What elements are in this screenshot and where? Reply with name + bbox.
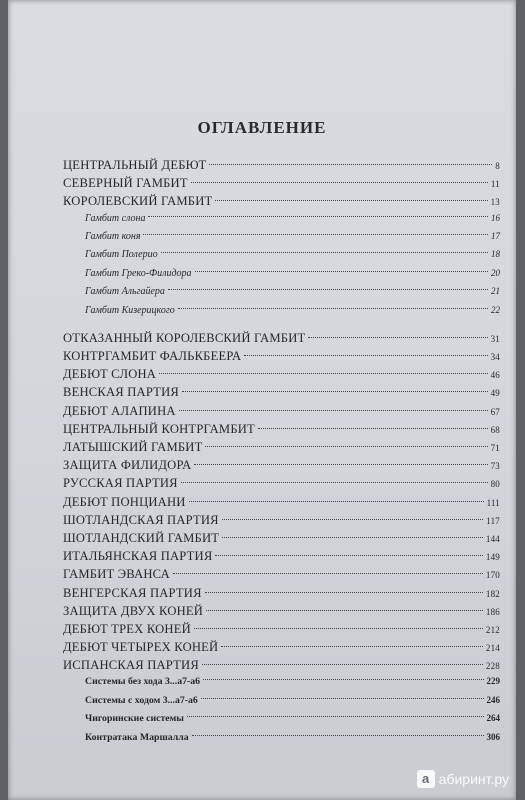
dot-leader [221, 646, 483, 647]
dot-leader [191, 182, 488, 183]
toc-entry-page-number: 49 [490, 388, 500, 399]
dot-leader [222, 519, 483, 520]
toc-entry-title: РУССКАЯ ПАРТИЯ [63, 476, 178, 491]
toc-entry[interactable] [63, 695, 500, 714]
toc-entry-title: СЕВЕРНЫЙ ГАМБИТ [63, 176, 188, 191]
toc-entry-title: Системы без хода 3...а7-а6 [85, 676, 201, 688]
dot-leader [244, 355, 487, 356]
toc-entry-page-number: 182 [485, 588, 500, 599]
toc-entry-title: ДЕБЮТ ЧЕТЫРЕХ КОНЕЙ [63, 640, 219, 655]
toc-entry[interactable] [63, 513, 500, 531]
toc-entry[interactable] [63, 640, 500, 658]
toc-entry-page-number: 21 [491, 286, 500, 297]
dot-leader [189, 501, 484, 502]
toc-entry-title: ЗАЩИТА ДВУХ КОНЕЙ [63, 603, 204, 618]
toc-entry-title: ВЕНСКАЯ ПАРТИЯ [63, 385, 179, 400]
toc-entry[interactable] [63, 676, 500, 695]
dot-leader [192, 735, 484, 736]
toc-entry-title: ИТАЛЬЯНСКАЯ ПАРТИЯ [63, 549, 213, 564]
dot-leader [179, 410, 488, 411]
toc-entry-page-number: 149 [485, 552, 500, 563]
dot-leader [195, 271, 488, 272]
toc-entry[interactable] [63, 458, 500, 476]
site-watermark [417, 770, 509, 788]
toc-entry-title: Гамбит Кизерицкого [85, 304, 175, 316]
toc-entry-title: ЦЕНТРАЛЬНЫЙ ДЕБЮТ [63, 158, 207, 172]
toc-entry[interactable] [63, 422, 500, 440]
toc-entry[interactable] [63, 531, 500, 549]
toc-entry-page-number: 306 [486, 731, 500, 742]
toc-entry[interactable] [63, 286, 500, 304]
dot-leader [161, 252, 488, 253]
toc-entry[interactable] [63, 586, 500, 604]
toc-entry[interactable] [63, 732, 500, 751]
dot-leader [143, 234, 488, 235]
toc-entry[interactable] [63, 495, 500, 513]
dot-leader [206, 610, 483, 611]
toc-entry-page-number: 117 [486, 515, 500, 526]
toc-entry-page-number: 67 [490, 406, 500, 417]
toc-entry[interactable] [63, 194, 500, 212]
toc-entry-page-number: 212 [485, 624, 500, 635]
dot-leader [168, 289, 488, 290]
book-page [8, 0, 516, 800]
toc-entry-title: ЦЕНТРАЛЬНЫЙ КОНТРГАМБИТ [63, 421, 255, 436]
toc-entry[interactable] [63, 622, 500, 640]
dot-leader [173, 573, 483, 574]
toc-entry-page-number: 228 [485, 661, 500, 672]
toc-entry-page-number: 73 [490, 461, 500, 472]
toc-entry[interactable] [63, 349, 500, 367]
page-title: ОГЛАВЛЕНИЕ [197, 118, 327, 137]
toc-entry-page-number: 186 [485, 606, 500, 617]
dot-leader [187, 716, 484, 717]
dot-leader [258, 428, 488, 429]
toc-entry-title: КОНТРГАМБИТ ФАЛЬКБЕЕРА [63, 349, 242, 364]
toc-entry-title: Гамбит слона [85, 212, 146, 224]
toc-entry-page-number: 46 [490, 370, 500, 381]
toc-entry-page-number: 170 [485, 570, 500, 581]
dot-leader [194, 464, 487, 465]
toc-entry-title: Чигоринские системы [85, 713, 184, 725]
toc-entry-title: Гамбит коня [85, 230, 141, 242]
toc-entry[interactable] [63, 231, 500, 249]
dot-leader [308, 337, 487, 338]
toc-entry-page-number: 68 [490, 424, 500, 435]
toc-entry-title: Гамбит Греко-Филидора [85, 267, 192, 279]
dot-leader [205, 446, 487, 447]
toc-entry-title: КОРОЛЕВСКИЙ ГАМБИТ [63, 194, 213, 209]
toc-entry-page-number: 246 [486, 694, 500, 705]
toc-entry[interactable] [63, 567, 500, 585]
toc-entry-title: ЛАТЫШСКИЙ ГАМБИТ [63, 440, 203, 455]
toc-entry-title: Системы с ходом 3...а7-а6 [85, 694, 198, 706]
toc-entry[interactable] [63, 385, 500, 403]
toc-entry-title: ГАМБИТ ЭВАНСА [63, 567, 170, 582]
toc-entry[interactable] [63, 367, 500, 385]
toc-entry[interactable] [63, 658, 500, 676]
toc-entry[interactable] [63, 158, 500, 176]
toc-entry-page-number: 111 [486, 497, 500, 508]
toc-entry[interactable] [63, 604, 500, 622]
dot-leader [215, 200, 487, 201]
toc-entry[interactable] [63, 549, 500, 567]
toc-entry-page-number: 144 [485, 533, 500, 544]
toc-entry-title: ШОТЛАНДСКИЙ ГАМБИТ [63, 530, 220, 545]
dot-leader [148, 216, 488, 217]
dot-leader [159, 373, 487, 374]
toc-entry-title: ЗАЩИТА ФИЛИДОРА [63, 458, 192, 473]
toc-entry-page-number: 17 [491, 230, 500, 241]
toc-entry-page-number: 8 [495, 161, 500, 171]
dot-leader [203, 679, 483, 680]
toc-entry-page-number: 264 [486, 713, 500, 724]
toc-entry[interactable] [63, 268, 500, 286]
toc-entry-title: ДЕБЮТ СЛОНА [63, 367, 157, 382]
toc-entry-page-number: 11 [490, 179, 500, 190]
dot-leader [201, 698, 484, 699]
toc-entry-title: Контратака Маршалла [85, 731, 189, 743]
dot-leader [209, 164, 492, 165]
toc-entry-title: ОТКАЗАННЫЙ КОРОЛЕВСКИЙ ГАМБИТ [63, 330, 306, 345]
toc-entry[interactable] [63, 305, 500, 323]
toc-entry-title: ВЕНГЕРСКАЯ ПАРТИЯ [63, 585, 202, 600]
toc-entry[interactable] [63, 331, 500, 349]
dot-leader [194, 628, 483, 629]
toc-entry-page-number: 22 [491, 304, 500, 315]
toc-entry[interactable] [63, 404, 500, 422]
table-of-contents [63, 158, 500, 750]
toc-entry[interactable] [63, 176, 500, 194]
toc-entry[interactable] [63, 476, 500, 494]
toc-entry-title: ДЕБЮТ АЛАПИНА [63, 403, 176, 418]
toc-entry-title: Гамбит Альгайера [85, 286, 165, 298]
dot-leader [182, 391, 488, 392]
toc-entry-page-number: 80 [490, 479, 500, 490]
dot-leader [222, 537, 483, 538]
dot-leader [205, 592, 483, 593]
dot-leader [215, 555, 482, 556]
toc-entry-title: ИСПАНСКАЯ ПАРТИЯ [63, 658, 199, 673]
dot-leader [178, 308, 488, 309]
toc-entry-page-number: 31 [490, 333, 500, 344]
toc-entry-page-number: 34 [490, 352, 500, 363]
toc-entry-page-number: 20 [491, 267, 500, 278]
toc-entry-page-number: 229 [486, 676, 500, 687]
toc-entry-title: Гамбит Полерио [85, 249, 158, 261]
toc-entry[interactable] [63, 713, 500, 732]
dot-leader [181, 482, 488, 483]
toc-entry[interactable] [63, 440, 500, 458]
toc-entry-page-number: 71 [490, 443, 500, 454]
toc-entry-page-number: 16 [491, 212, 500, 223]
toc-entry-title: ДЕБЮТ ПОНЦИАНИ [63, 494, 186, 509]
toc-entry-page-number: 214 [485, 643, 500, 654]
group-spacer [63, 323, 500, 331]
toc-entry[interactable] [63, 213, 500, 231]
dot-leader [202, 664, 483, 665]
watermark-logo-icon: a [417, 770, 435, 788]
toc-entry[interactable] [63, 249, 500, 267]
toc-entry-title: ДЕБЮТ ТРЕХ КОНЕЙ [63, 621, 191, 636]
toc-entry-page-number: 18 [491, 249, 500, 260]
toc-entry-title: ШОТЛАНДСКАЯ ПАРТИЯ [63, 512, 219, 527]
watermark-text: абиринт.ру [438, 771, 509, 787]
toc-entry-page-number: 13 [490, 197, 500, 208]
